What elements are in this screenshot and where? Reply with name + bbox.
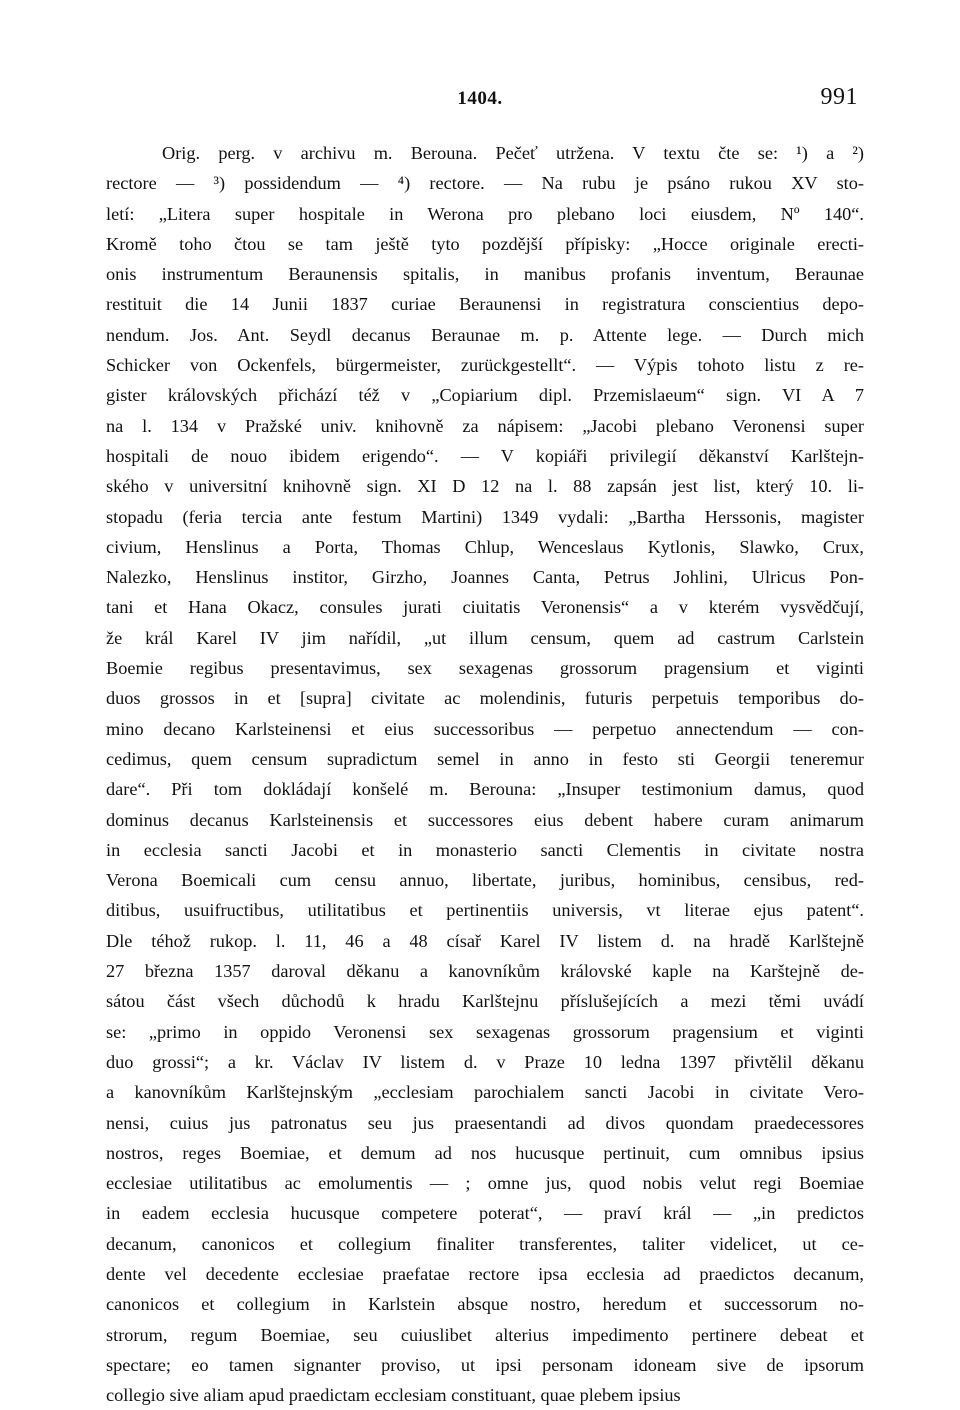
text-line: 27 března 1357 daroval děkanu a kanovníkům královské kaple na Karštejně de- [106,961,864,982]
text-line: nendum. Jos. Ant. Seydl decanus Beraunae m. p. Attente lege. — Durch mich [106,324,864,345]
text-line: collegio sive aliam apud praedictam ecclesiam constituant, quae plebem ipsius [106,1385,681,1406]
text-line: rectore — ³) possidendum — ⁴) rectore. — Na rubu je psáno rukou XV sto- [106,173,864,194]
text-line: cedimus, quem censum supradictum semel in anno in festo sti Georgii teneremur [106,748,864,769]
text-line: Kromě toho čtou se tam ještě tyto pozdější přípisky: „Hocce originale erecti- [106,233,864,254]
text-line: se: „primo in oppido Veronensi sex sexagenas grossorum pragensium et viginti [106,1021,864,1042]
text-line: ditibus, usuifructibus, utilitatibus et pertinentiis universis, vt literae ejus patent“. [106,900,864,921]
text-line: že král Karel IV jim nařídil, „ut illum censum, quem ad castrum Carlstein [106,627,864,648]
text-line: tani et Hana Okacz, consules jurati ciuitatis Veronensis“ a v kterém vysvědčují, [106,597,864,618]
text-line: onis instrumentum Beraunensis spitalis, in manibus profanis inventum, Beraunae [106,264,864,285]
body-text [106,138,864,1410]
text-line: civium, Henslinus a Porta, Thomas Chlup, Wenceslaus Kytlonis, Slawko, Crux, [106,536,864,557]
text-line: a kanovníkům Karlštejnským „ecclesiam parochialem sancti Jacobi in civitate Vero- [106,1082,864,1103]
text-line: in ecclesia sancti Jacobi et in monasterio sancti Clementis in civitate nostra [106,839,864,860]
text-line: nostros, reges Boemiae, et demum ad nos hucusque pertinuit, cum omnibus ipsius [106,1142,864,1163]
text-line: Boemie regibus presentavimus, sex sexagenas grossorum pragensium et viginti [106,658,864,679]
text-line: na l. 134 v Pražské univ. knihovně za nápisem: „Jacobi plebano Veronensi super [106,415,864,436]
text-line: dare“. Při tom dokládají konšelé m. Berouna: „Insuper testimonium damus, quod [106,779,864,800]
text-line: dente vel decedente ecclesiae praefatae rectore ipsa ecclesia ad praedictos decanum, [106,1263,864,1284]
text-line: Schicker von Ockenfels, bürgermeister, zurückgestellt“. — Výpis tohoto listu z re- [106,355,864,376]
text-line: hospitali de nouo ibidem erigendo“. — V kopiáři privilegií děkanství Karlštejn- [106,445,864,466]
text-line: Dle téhož rukop. l. 11, 46 a 48 císař Karel IV listem d. na hradě Karlštejně [106,930,864,951]
text-line: gister královských přichází též v „Copiarium dipl. Przemislaeum“ sign. VI A 7 [106,385,864,406]
text-line: dominus decanus Karlsteinensis et successores eius debent habere curam animarum [106,809,864,830]
text-line: letí: „Litera super hospitale in Werona pro plebano loci eiusdem, Nº 140“. [106,203,864,224]
text-line: spectare; eo tamen signanter proviso, ut ipsi personam idoneam sive de ipsorum [106,1354,864,1375]
text-line: decanum, canonicos et collegium finaliter transferentes, taliter videlicet, ut ce- [106,1233,864,1254]
text-line: strorum, regum Boemiae, seu cuiuslibet alterius impedimento pertinere debeat et [106,1324,864,1345]
text-line: duo grossi“; a kr. Václav IV listem d. v Praze 10 ledna 1397 přivtělil děkanu [106,1051,864,1072]
text-line: Verona Boemicali cum censu annuo, libertate, juribus, hominibus, censibus, red- [106,870,864,891]
text-line: ského v universitní knihovně sign. XI D 12 na l. 88 zapsán jest list, který 10. li- [106,476,864,497]
text-line: in eadem ecclesia hucusque competere poterat“, — praví král — „in predictos [106,1203,864,1224]
text-line: duos grossos in et [supra] civitate ac molendinis, futuris perpetuis temporibus do- [106,688,864,709]
text-line: sátou část všech důchodů k hradu Karlštejnu příslušejících a mezi těmi uvádí [106,991,864,1012]
text-line: Orig. perg. v archivu m. Berouna. Pečeť utržena. V textu čte se: ¹) a ²) [162,143,864,163]
text-line: canonicos et collegium in Karlstein absque nostro, heredum et successorum no- [106,1294,864,1315]
text-line: mino decano Karlsteinensi et eius successoribus — perpetuo annectendum — con- [106,718,864,739]
text-line: stopadu (feria tercia ante festum Martini) 1349 vydali: „Bartha Herssonis, magister [106,506,864,527]
page-header-year: 1404. [457,88,503,109]
page-number: 991 [820,84,858,110]
text-line: restituit die 14 Junii 1837 curiae Beraunensi in registratura conscientius depo- [106,294,864,315]
text-line: Nalezko, Henslinus institor, Girzho, Joannes Canta, Petrus Johlini, Ulricus Pon- [106,567,864,588]
text-line: ecclesiae utilitatibus ac emolumentis — ; omne jus, quod nobis velut regi Boemiae [106,1173,864,1194]
text-line: nensi, cuius jus patronatus seu jus praesentandi ad divos quondam praedecessores [106,1112,864,1133]
